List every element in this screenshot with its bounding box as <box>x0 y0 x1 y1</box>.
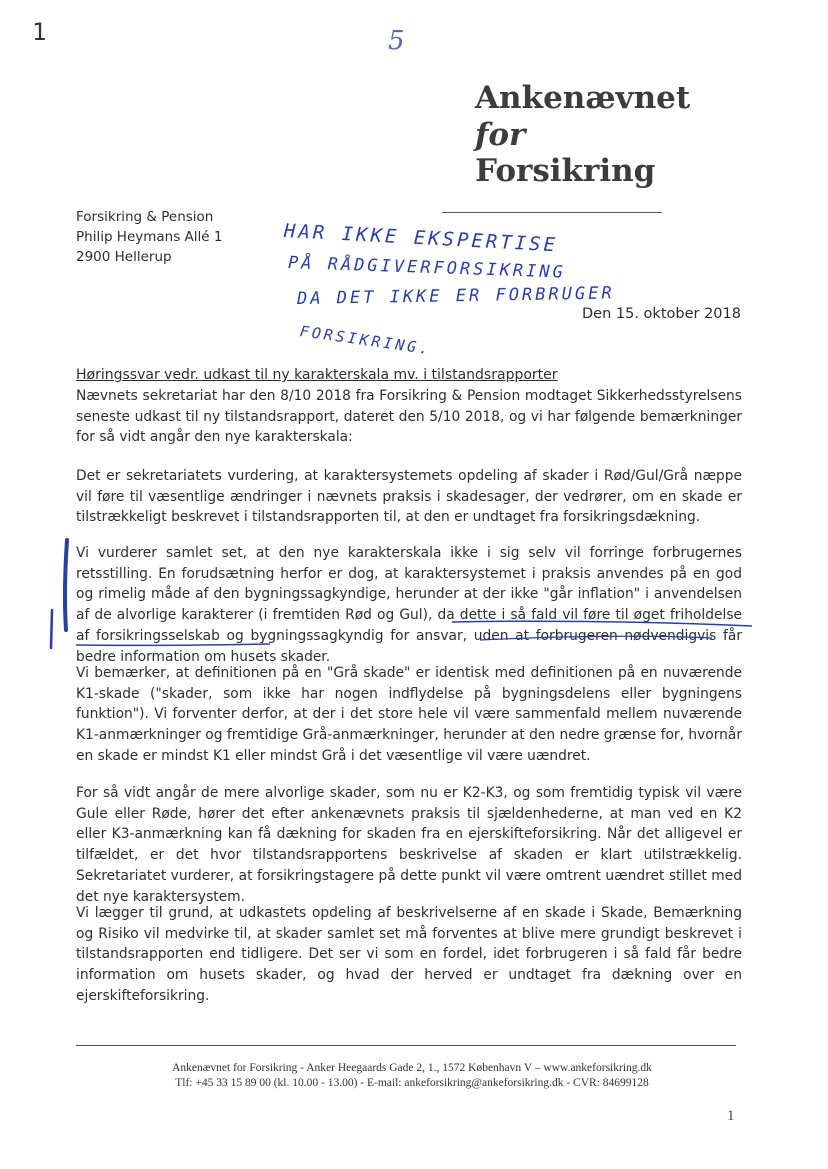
footer-line-1: Ankenævnet for Forsikring - Anker Heegaards Gade 2, 1., 1572 København V – www.ankeforsikring.dk <box>172 1062 652 1074</box>
footer-line-2: Tlf: +45 33 15 89 00 (kl. 10.00 - 13.00) - E-mail: ankeforsikring@ankeforsikring.dk - CVR: 84699128 <box>175 1077 649 1089</box>
page-number: 1 <box>727 1108 735 1124</box>
underline-mark-3 <box>480 636 712 640</box>
recipient-line-2: Philip Heymans Allé 1 <box>76 229 223 245</box>
recipient-line-1: Forsikring & Pension <box>76 209 214 225</box>
footer-divider <box>76 1045 736 1046</box>
margin-tick-mark <box>51 610 52 648</box>
underline-mark-2 <box>76 644 270 645</box>
margin-bracket-mark <box>65 540 67 630</box>
logo-line-3: Forsikring <box>475 153 656 189</box>
letter-date: Den 15. oktober 2018 <box>582 306 741 322</box>
handwritten-note-line-2: PÅ RÅDGIVERFORSIKRING <box>287 253 567 283</box>
handwritten-note-line-3: DA DET IKKE ER FORBRUGER <box>296 283 615 309</box>
logo-line-1: Ankenævnet <box>475 80 691 116</box>
underline-mark-1 <box>452 621 752 626</box>
paragraph-3: Vi vurderer samlet set, at den nye karakterskala ikke i sig selv vil forringe forbrugernes retsstilling. En forudsætning herfor er dog, at karaktersystemet i praksis anvendes på en god og rimelig måde af den bygningssagkyndige, herunder at der ikke "går inflation" i anvendelsen af de alvorlige karakterer (i fremtiden Rød og Gul), da dette i så fald vil føre til øget friholdelse af forsikringsselskab og bygningssagkyndig for ansvar, uden at forbrugeren nødvendigvis får bedre information om husets skader. <box>76 545 742 665</box>
paragraph-1: Nævnets sekretariat har den 8/10 2018 fra Forsikring & Pension modtaget Sikkerhedsstyrelsens seneste udkast til ny tilstandsrapport, dateret den 5/10 2018, og vi har følgende bemærkninger for så vidt angår den nye karakterskala: <box>76 388 742 446</box>
handwritten-note-line-4: FORSIKRING. <box>298 322 433 359</box>
margin-mark-top-center: 5 <box>388 26 405 56</box>
handwritten-note-line-1: HAR IKKE EKSPERTISE <box>283 220 559 257</box>
letter-subject: Høringssvar vedr. udkast til ny karakterskala mv. i tilstandsrapporter <box>76 367 558 383</box>
logo-line-2: for <box>475 117 526 153</box>
margin-mark-top-left: 1 <box>32 18 47 46</box>
paragraph-6: Vi lægger til grund, at udkastets opdeling af beskrivelserne af en skade i Skade, Bemærkning og Risiko vil medvirke til, at skader samlet set må forventes at blive mere grundigt beskrevet i tilstandsrapporten end tidligere. Det ser vi som en fordel, idet forbrugeren i så fald får bedre information om husets skader, og hvad der herved er undtaget fra dækning over en ejerskifteforsikring. <box>76 905 742 1004</box>
paragraph-2: Det er sekretariatets vurdering, at karaktersystemets opdeling af skader i Rød/Gul/Grå næppe vil føre til væsentlige ændringer i nævnets praksis i skadesager, der vedrører, om en skade er tilstrækkeligt beskrevet i tilstandsrapporten til, at den er undtaget fra forsikringsdækning. <box>76 468 742 526</box>
paragraph-5: For så vidt angår de mere alvorlige skader, som nu er K2-K3, og som fremtidig typisk vil være Gule eller Røde, hører det efter ankenævnets praksis til sjældenhederne, at man ved en K2 eller K3-anmærkning kan få dækning for skaden fra en ejerskifteforsikring. Når det alligevel er tilfældet, er det hvor tilstandsrapportens beskrivelse af skaden er klart utilstrækkelig. Sekretariatet vurderer, at forsikringstagere på dette punkt vil være omtrent uændret stillet med det nye karaktersystem. <box>76 785 742 905</box>
paragraph-4: Vi bemærker, at definitionen på en "Grå skade" er identisk med definitionen på en nuværende K1-skade ("skader, som ikke har nogen indflydelse på bygningsdelens eller bygningens funktion"). Vi forventer derfor, at der i det store hele vil være sammenfald mellem nuværende K1-anmærkninger og fremtidige Grå-anmærkninger, herunder at den nedre grænse for, hvornår en skade er mindst K1 eller mindst Grå i det væsentlige vil være uændret. <box>76 665 742 764</box>
recipient-line-3: 2900 Hellerup <box>76 249 172 265</box>
